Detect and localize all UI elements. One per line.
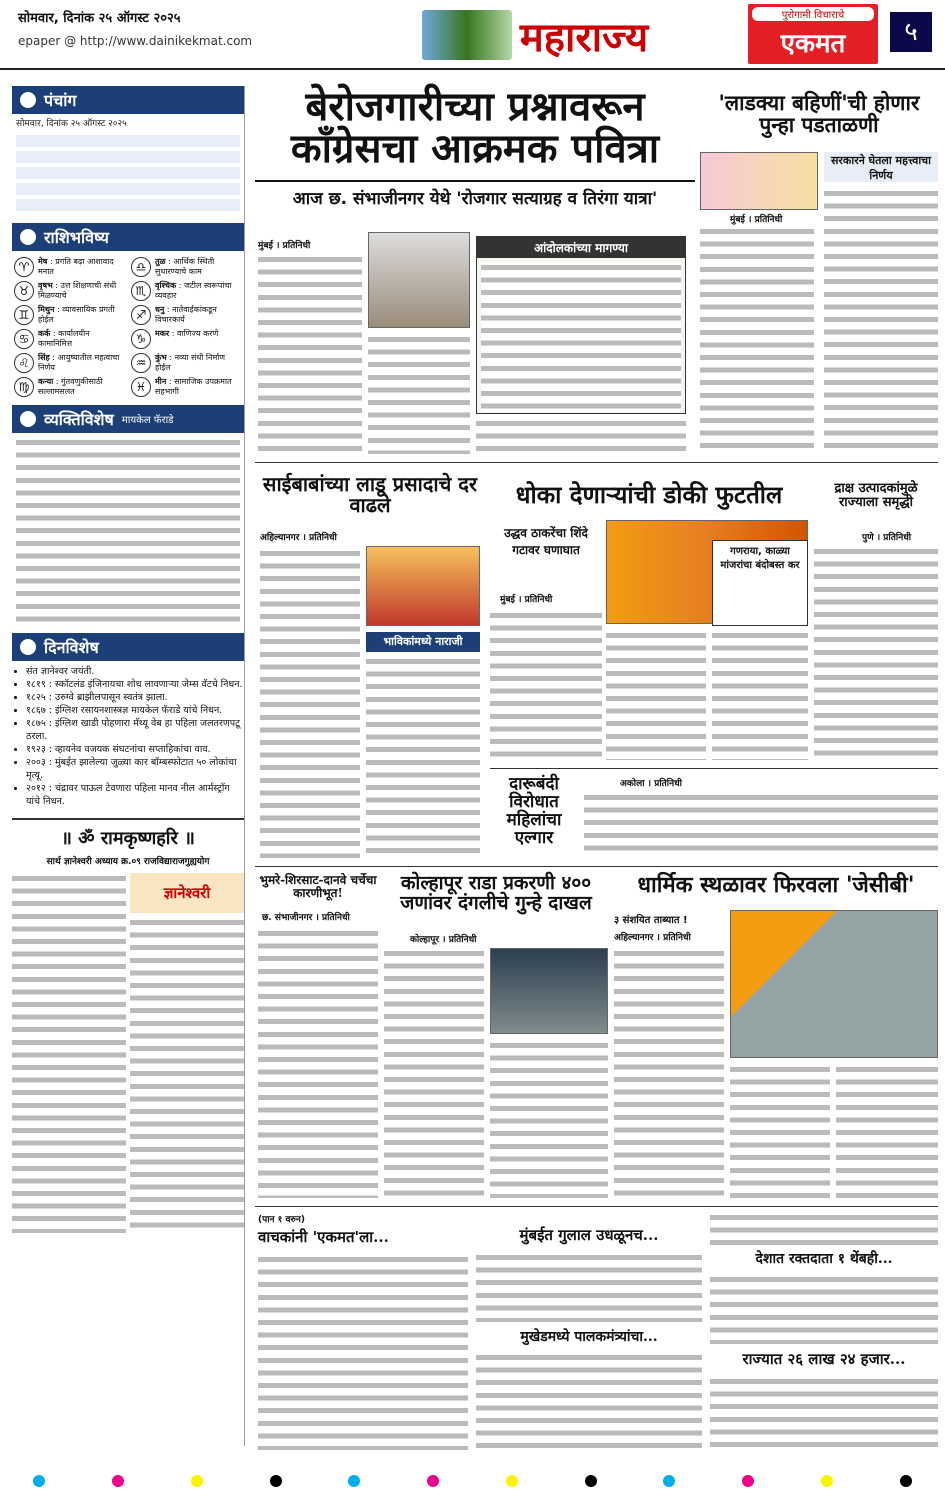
zodiac-sign-icon: ♎: [131, 257, 151, 277]
sai-photo: [366, 546, 480, 626]
cont-headline-3: मुखेडमध्ये पालकमंत्र्यांचा...: [520, 1329, 658, 1345]
rashi-text: कुंभ : नव्या संधी निर्माण होईल: [155, 352, 226, 372]
page-header: [0, 0, 945, 70]
registration-marks: [0, 1460, 945, 1501]
dinvishesh-list: [12, 665, 244, 808]
page-number: ५: [890, 12, 932, 52]
rashi-item: [131, 257, 242, 277]
ladki-side-head: सरकारने घेतला महत्त्वाचा निर्णय: [824, 152, 938, 182]
vyakti-body: [16, 437, 240, 627]
daru-byline: अकोला । प्रतिनिधी: [620, 779, 683, 789]
rashi-item: [131, 377, 242, 397]
lead-col2: [368, 334, 470, 454]
rashi-item: [14, 329, 125, 349]
rule: [255, 866, 938, 867]
sai-headline: साईबाबांच्या लाडू प्रसादाचे दर वाढले: [262, 472, 478, 517]
rashi-header: [12, 223, 244, 251]
bhumre-col: [258, 928, 378, 1198]
rashi-item: [14, 305, 125, 325]
dhoka-headline: धोका देणाऱ्यांची डोकी फुटतील: [515, 480, 783, 509]
dhoka-col3: [712, 630, 808, 760]
draksha-col: [814, 546, 938, 760]
lead-col1: [258, 254, 362, 454]
cont-body-4: [710, 1274, 938, 1344]
kolhapur-photo: [490, 948, 608, 1034]
dhoka-subheadline: उद्धव ठाकरेंचा शिंदे गटावर घणाघात: [504, 526, 588, 557]
dinvishesh-item: • १९२३ : व्हायनेव वजयक संघटनांचा सप्ताहिकांचा वाव.: [26, 743, 244, 756]
vyakti-title: व्यक्तिविशेष: [44, 409, 114, 429]
jcb-col2: [730, 1064, 830, 1198]
ramkrishna-col1: [12, 873, 126, 1233]
kolhapur-col2: [490, 1040, 608, 1198]
vyakti-subtitle: मायकेल फॅराडे: [121, 414, 174, 426]
dinvishesh-item: • १८७५ : इंग्लिश खाडी पोहणारा मॅथ्यू वेब हा पहिला जलतरणपटू ठरला.: [26, 717, 244, 743]
dhoka-col1: [490, 610, 602, 760]
sai-byline: अहिल्यानगर । प्रतिनिधी: [260, 533, 337, 543]
rashi-grid: [12, 255, 244, 399]
zodiac-sign-icon: ♊: [14, 305, 34, 325]
bhumre-byline: छ. संभाजीनगर । प्रतिनिधी: [262, 913, 350, 923]
dinvishesh-item: • २०१२ : चंद्रावर पाऊल टेवणारा पहिला मानव नील आर्मस्ट्रॉंग यांचे निधन.: [26, 782, 244, 808]
jcb-col3: [836, 1064, 938, 1198]
rashi-item: [131, 305, 242, 325]
dnyaneshwari-badge: ज्ञानेश्वरी: [130, 873, 244, 913]
kolhapur-headline: कोल्हापूर राडा प्रकरणी ४०० जणांवर दंगलीचे गुन्हे दाखल: [400, 872, 592, 914]
zodiac-sign-icon: ♍: [14, 377, 34, 397]
rashi-item: [14, 281, 125, 301]
lead-subheadline: आज छ. संभाजीनगर येथे 'रोजगार सत्याग्रह व तिरंगा यात्रा': [255, 180, 695, 209]
rule: [490, 768, 938, 769]
rashi-text: तुळ : आर्थिक स्थिती सुधारण्याचे काम: [155, 256, 215, 276]
ramkrishna-title: ॥ ॐ रामकृष्णहरि ॥: [61, 827, 195, 849]
dinvishesh-item: • १८२५ : उरुग्वे ब्राझीलपासून स्वतंत्र झाला.: [26, 691, 244, 704]
rashi-item: [14, 257, 125, 277]
cont-body-4a: [710, 1212, 938, 1246]
zodiac-sign-icon: ♈: [14, 257, 34, 277]
zodiac-sign-icon: ♋: [14, 329, 34, 349]
dhoka-byline: मुंबई । प्रतिनिधी: [500, 595, 553, 605]
cont-body-2: [476, 1252, 702, 1322]
ganraya-headline: गणराया, काळ्या मांजरांचा बंदोबस्त कर: [720, 546, 800, 571]
rashi-text: धनु : नातेवाईकांकडून विचारकार्य: [155, 304, 217, 324]
dinvishesh-item: • १८६७ : इंग्लिश रसायनशास्त्रज्ञ मायकेल फॅराडे यांचे निधन.: [26, 704, 244, 717]
leader-photo: [368, 232, 470, 328]
panchang-title: पंचांग: [44, 91, 77, 110]
rashi-item: [131, 353, 242, 373]
ladki-story: [700, 92, 938, 136]
rashi-title: राशिभविष्य: [44, 227, 109, 247]
rashi-item: [14, 353, 125, 373]
section-title: महाराज्य: [519, 13, 649, 61]
rashi-text: वृश्चिक : जटील स्वरूपांचा व्यवहार: [155, 280, 232, 300]
jcb-photo: [730, 910, 938, 1058]
kolhapur-byline: कोल्हापूर । प्रतिनिधी: [410, 935, 477, 945]
jcb-headline: धार्मिक स्थळावर फिरवला 'जेसीबी': [637, 872, 915, 898]
maharashtra-map-graphic: [422, 10, 512, 60]
panchang-date: सोमवार, दिनांक २५ ऑगस्ट २०२५: [16, 119, 127, 129]
cont-body-1: [258, 1254, 468, 1450]
ramkrishna-col2: [130, 917, 244, 1233]
brand-tagline: पुरोगामी विचाराचे: [752, 7, 874, 21]
calendar-icon: [20, 639, 36, 655]
dinvishesh-header: [12, 633, 244, 661]
lead-headline: बेरोजगारीच्या प्रश्नावरून काँग्रेसचा आक्रमक पवित्रा: [290, 83, 660, 172]
daru-headline: दारूबंदी विरोधात महिलांचा एल्गार: [506, 774, 562, 848]
demands-box: [476, 236, 686, 414]
person-icon: [20, 411, 36, 427]
issue-date: सोमवार, दिनांक २५ ऑगस्ट २०२५: [18, 11, 181, 26]
ladki-col1: [700, 226, 814, 454]
rashi-text: कर्क : कार्यालयीन कामानिमित्त: [38, 328, 90, 348]
lead-col3: [476, 418, 686, 454]
dinvishesh-item: • संत ज्ञानेश्वर जयंती.: [26, 665, 244, 678]
rashi-item: [131, 281, 242, 301]
rashi-text: सिंह : आयुष्यातील महत्वाचा निर्णय: [38, 352, 120, 372]
ganraya-box: [712, 540, 808, 626]
jcb-subheadline: ३ संशयित ताब्यात !: [614, 915, 688, 926]
ladki-headline: 'लाडक्या बहिणीं'ची होणार पुन्हा पडताळणी: [718, 90, 920, 138]
rashi-text: मीन : सामाजिक उपक्रमात सहभागी: [155, 376, 232, 396]
sai-col1: [260, 548, 360, 858]
dinvishesh-item: • १८१९ : स्कॉटलंड इंजिनायचा शोध लावणाऱ्या जेम्स वॅटचे निधन.: [26, 678, 244, 691]
dinvishesh-title: दिनविशेष: [44, 637, 99, 657]
rule: [255, 1206, 938, 1207]
brand-name: एकमत: [780, 29, 846, 59]
vyakti-header: [12, 405, 244, 433]
cont-headline-2: मुंबईत गुलाल उधळूनच...: [519, 1226, 659, 1244]
epaper-link[interactable]: epaper @ http://www.dainikekmat.com: [18, 34, 253, 48]
bhumre-headline: भुमरे-शिरसाट-दानवे चर्चेचा कारणीभूत!: [259, 873, 377, 900]
zodiac-sign-icon: ♉: [14, 281, 34, 301]
cont-headline-5: राज्यात २६ लाख २४ हजार...: [742, 1350, 906, 1368]
sai-box-title: भाविकांमध्ये नाराजी: [366, 632, 480, 652]
jcb-byline: अहिल्यानगर । प्रतिनिधी: [614, 933, 691, 943]
kolhapur-col1: [384, 948, 484, 1198]
zodiac-sign-icon: ♑: [131, 329, 151, 349]
draksha-headline: द्राक्ष उत्पादकांमुळे राज्याला समृद्धी: [834, 481, 918, 510]
rashi-text: वृषभ : उत्त शिक्षणाची संधी मिळण्याचे: [38, 280, 117, 300]
cont-body-3: [476, 1352, 702, 1450]
sun-icon: [20, 92, 36, 108]
panchang-header: [12, 86, 244, 114]
cont-body-5: [710, 1376, 938, 1450]
rashi-item: [14, 377, 125, 397]
zodiac-sign-icon: ♐: [131, 305, 151, 325]
cont-headline-4: देशात रक्तदाता १ थेंबही...: [755, 1251, 893, 1267]
continuation-label: (पान १ वरुन): [258, 1215, 305, 1225]
ramkrishna-box: [12, 818, 244, 1233]
zodiac-sign-icon: ♌: [14, 353, 34, 373]
rashi-text: मकर : वाणिज्य करणे: [155, 328, 219, 338]
left-column: [12, 86, 245, 1446]
rashi-item: [131, 329, 242, 349]
ladki-photo: [700, 152, 818, 210]
cont-headline-1: वाचकांनी 'एकमत'ला...: [258, 1228, 389, 1246]
lead-story: [255, 83, 695, 209]
rashi-text: कन्या : गुंतवणुकीसाठी सल्लामसलत: [38, 376, 103, 396]
zodiac-sign-icon: ♏: [131, 281, 151, 301]
draksha-byline: पुणे । प्रतिनिधी: [862, 533, 912, 543]
rule: [255, 462, 938, 463]
ladki-byline: मुंबई । प्रतिनिधी: [730, 215, 783, 225]
daru-body: [584, 792, 938, 858]
panchang-text: [12, 131, 244, 219]
zodiac-sign-icon: ♒: [131, 353, 151, 373]
dhoka-col2: [606, 630, 706, 760]
rashi-text: मेष : प्रगति बढ़ा आशावाद मनात: [38, 256, 114, 276]
demands-box-title: आंदोलकांच्या मागण्या: [477, 237, 685, 258]
zodiac-sign-icon: ♓: [131, 377, 151, 397]
rashi-text: मिथुन : व्यावसायिक प्रगती होईल: [38, 304, 115, 324]
lead-byline: मुंबई । प्रतिनिधी: [258, 241, 311, 251]
brand-logo: [748, 4, 878, 64]
sai-col2: [366, 656, 480, 858]
masthead: [380, 5, 690, 65]
ladki-col2: [824, 188, 938, 454]
jcb-col1: [614, 948, 724, 1198]
ramkrishna-sub: सार्थ ज्ञानेश्वरी अध्याय क्र.०९ राजविद्याराजगुह्ययोग: [46, 856, 210, 867]
zodiac-icon: [20, 229, 36, 245]
dinvishesh-item: • २००३ : मुंबईत झालेल्या जुळ्या कार बॉम्बस्फोटात ५० लोकांचा मृत्यू.: [26, 756, 244, 782]
demands-list: [481, 262, 681, 412]
